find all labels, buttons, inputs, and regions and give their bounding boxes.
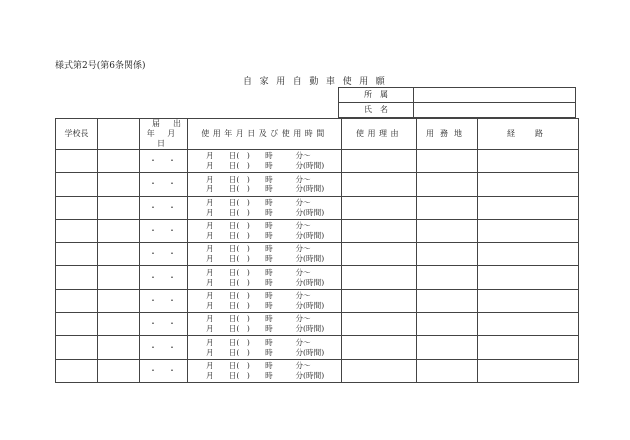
- usage-time-start: 月 日( ) 時 分～: [206, 267, 311, 277]
- usage-time-cell[interactable]: [188, 219, 342, 242]
- usage-time-end: 月 日( ) 時 分(時間): [206, 324, 325, 334]
- route-cell[interactable]: [478, 313, 579, 336]
- principal-cell[interactable]: [56, 266, 98, 289]
- reason-cell[interactable]: [342, 150, 417, 173]
- destination-cell[interactable]: [417, 243, 478, 266]
- top-field-row: [339, 88, 576, 103]
- todoke-date-label: 年 月 日: [146, 129, 181, 148]
- table-row: [56, 150, 579, 173]
- principal-cell[interactable]: [56, 243, 98, 266]
- reason-cell[interactable]: [342, 196, 417, 219]
- usage-time-end: 月 日( ) 時 分(時間): [206, 300, 325, 310]
- usage-time-cell[interactable]: [188, 313, 342, 336]
- route-cell[interactable]: [478, 266, 579, 289]
- table-row: [56, 359, 579, 382]
- table-row: [56, 336, 579, 359]
- usage-time-end: 月 日( ) 時 分(時間): [206, 207, 325, 217]
- usage-time-start: 月 日( ) 時 分～: [206, 244, 311, 254]
- usage-time-cell[interactable]: [188, 150, 342, 173]
- usage-time-cell[interactable]: [188, 196, 342, 219]
- principal-cell[interactable]: [56, 173, 98, 196]
- route-header: 経 路: [478, 119, 579, 150]
- usage-table: [55, 118, 579, 383]
- destination-cell[interactable]: [417, 196, 478, 219]
- blank-header: [98, 119, 140, 150]
- usage-time-start: 月 日( ) 時 分～: [206, 151, 311, 161]
- todoke-date-cell[interactable]: ・・: [140, 266, 188, 289]
- reason-cell[interactable]: [342, 219, 417, 242]
- top-field-row: [339, 103, 576, 118]
- usage-time-cell[interactable]: [188, 336, 342, 359]
- table-row: [56, 313, 579, 336]
- destination-cell[interactable]: [417, 219, 478, 242]
- blank-cell[interactable]: [98, 243, 140, 266]
- route-cell[interactable]: [478, 150, 579, 173]
- todoke-a: 届: [152, 119, 160, 128]
- destination-cell[interactable]: [417, 173, 478, 196]
- reason-cell[interactable]: [342, 173, 417, 196]
- destination-cell[interactable]: [417, 359, 478, 382]
- todoke-date-cell[interactable]: ・・: [140, 173, 188, 196]
- blank-cell[interactable]: [98, 359, 140, 382]
- reason-cell[interactable]: [342, 336, 417, 359]
- todoke-b: 出: [173, 119, 181, 128]
- blank-cell[interactable]: [98, 196, 140, 219]
- reason-cell[interactable]: [342, 359, 417, 382]
- blank-cell[interactable]: [98, 266, 140, 289]
- top-field-value[interactable]: [414, 88, 576, 103]
- principal-cell[interactable]: [56, 359, 98, 382]
- route-cell[interactable]: [478, 289, 579, 312]
- destination-cell[interactable]: [417, 289, 478, 312]
- route-cell[interactable]: [478, 196, 579, 219]
- usage-time-cell[interactable]: [188, 266, 342, 289]
- principal-cell[interactable]: [56, 196, 98, 219]
- table-row: [56, 219, 579, 242]
- usage-time-header: 使用年月日及び使用時間: [188, 119, 342, 150]
- table-row: [56, 266, 579, 289]
- destination-cell[interactable]: [417, 336, 478, 359]
- top-field-label: 所 属: [339, 88, 414, 103]
- form-number-label: 様式第2号(第6条関係): [55, 61, 146, 71]
- principal-cell[interactable]: [56, 313, 98, 336]
- blank-cell[interactable]: [98, 150, 140, 173]
- usage-time-end: 月 日( ) 時 分(時間): [206, 347, 325, 357]
- table-row: [56, 196, 579, 219]
- form-title: 自家用自動車使用願: [243, 77, 393, 87]
- route-cell[interactable]: [478, 359, 579, 382]
- todoke-date-cell[interactable]: ・・: [140, 243, 188, 266]
- principal-cell[interactable]: [56, 219, 98, 242]
- blank-cell[interactable]: [98, 313, 140, 336]
- todoke-date-cell[interactable]: ・・: [140, 219, 188, 242]
- usage-time-start: 月 日( ) 時 分～: [206, 360, 311, 370]
- usage-time-start: 月 日( ) 時 分～: [206, 314, 311, 324]
- usage-time-start: 月 日( ) 時 分～: [206, 174, 311, 184]
- reason-cell[interactable]: [342, 243, 417, 266]
- usage-time-end: 月 日( ) 時 分(時間): [206, 231, 325, 241]
- usage-time-end: 月 日( ) 時 分(時間): [206, 254, 325, 264]
- affiliation-name-table: [338, 87, 576, 118]
- destination-cell[interactable]: [417, 266, 478, 289]
- table-row: [56, 289, 579, 312]
- principal-cell[interactable]: [56, 336, 98, 359]
- route-cell[interactable]: [478, 243, 579, 266]
- blank-cell[interactable]: [98, 173, 140, 196]
- blank-cell[interactable]: [98, 336, 140, 359]
- blank-cell[interactable]: [98, 289, 140, 312]
- blank-cell[interactable]: [98, 219, 140, 242]
- usage-time-cell[interactable]: [188, 289, 342, 312]
- destination-cell[interactable]: [417, 313, 478, 336]
- usage-time-end: 月 日( ) 時 分(時間): [206, 184, 325, 194]
- route-cell[interactable]: [478, 173, 579, 196]
- usage-time-start: 月 日( ) 時 分～: [206, 291, 311, 301]
- usage-time-start: 月 日( ) 時 分～: [206, 197, 311, 207]
- todoke-date-cell[interactable]: ・・: [140, 150, 188, 173]
- destination-header: 用務地: [417, 119, 478, 150]
- todoke-date-cell[interactable]: ・・: [140, 359, 188, 382]
- todoke-date-cell[interactable]: ・・: [140, 196, 188, 219]
- route-cell[interactable]: [478, 219, 579, 242]
- top-field-value[interactable]: [414, 103, 576, 118]
- todoke-date-header: [140, 119, 188, 150]
- table-row: [56, 243, 579, 266]
- todoke-date-cell[interactable]: ・・: [140, 313, 188, 336]
- route-cell[interactable]: [478, 336, 579, 359]
- table-row: [56, 173, 579, 196]
- todoke-date-cell[interactable]: ・・: [140, 289, 188, 312]
- usage-time-cell[interactable]: [188, 173, 342, 196]
- todoke-date-cell[interactable]: ・・: [140, 336, 188, 359]
- reason-cell[interactable]: [342, 266, 417, 289]
- usage-time-start: 月 日( ) 時 分～: [206, 337, 311, 347]
- usage-time-cell[interactable]: [188, 359, 342, 382]
- usage-time-end: 月 日( ) 時 分(時間): [206, 370, 325, 380]
- usage-time-start: 月 日( ) 時 分～: [206, 221, 311, 231]
- destination-cell[interactable]: [417, 150, 478, 173]
- principal-cell[interactable]: [56, 150, 98, 173]
- reason-cell[interactable]: [342, 313, 417, 336]
- usage-time-end: 月 日( ) 時 分(時間): [206, 277, 325, 287]
- reason-cell[interactable]: [342, 289, 417, 312]
- principal-header: 学校長: [56, 119, 98, 150]
- usage-time-cell[interactable]: [188, 243, 342, 266]
- usage-time-end: 月 日( ) 時 分(時間): [206, 161, 325, 171]
- principal-cell[interactable]: [56, 289, 98, 312]
- top-field-label: 氏 名: [339, 103, 414, 118]
- reason-header: 使用理由: [342, 119, 417, 150]
